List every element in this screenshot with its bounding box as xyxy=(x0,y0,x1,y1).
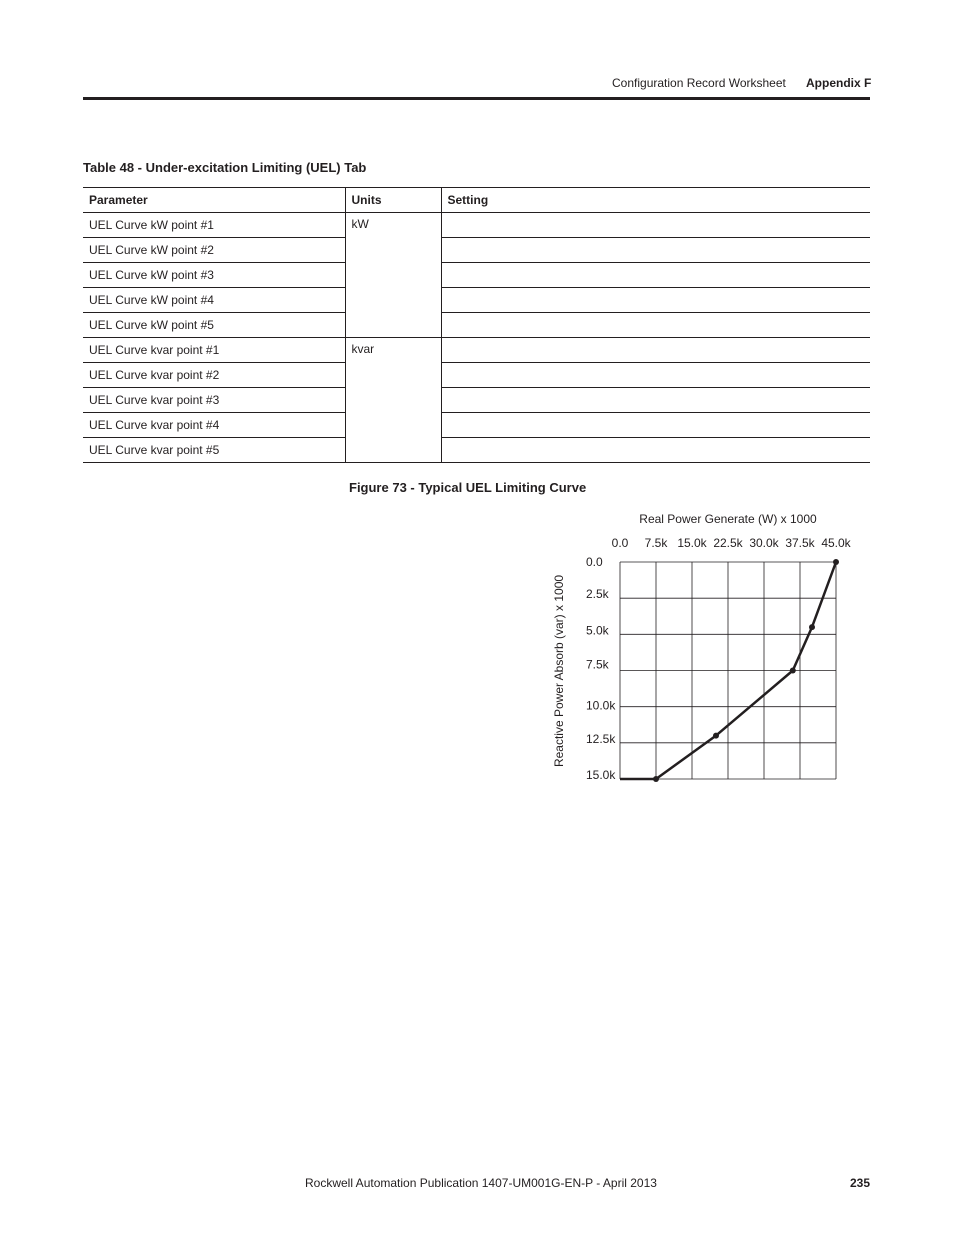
y-tick-label: 2.5k xyxy=(586,587,609,602)
setting-cell[interactable] xyxy=(441,413,870,438)
header-divider xyxy=(83,97,870,100)
parameter-cell: UEL Curve kW point #1 xyxy=(83,213,345,238)
setting-cell[interactable] xyxy=(441,313,870,338)
chart-grid xyxy=(620,562,836,779)
footer-publication: Rockwell Automation Publication 1407-UM001G-EN-P - April 2013 xyxy=(305,1176,657,1190)
x-tick-label: 37.5k xyxy=(785,536,815,550)
parameter-cell: UEL Curve kvar point #1 xyxy=(83,338,345,363)
setting-cell[interactable] xyxy=(441,438,870,463)
y-tick-label: 10.0k xyxy=(586,698,616,713)
setting-cell[interactable] xyxy=(441,213,870,238)
x-tick-label: 15.0k xyxy=(677,536,707,550)
x-axis-label: Real Power Generate (W) x 1000 xyxy=(639,512,817,526)
curve-point-marker xyxy=(809,624,815,630)
page-number: 235 xyxy=(850,1176,871,1190)
parameter-cell: UEL Curve kvar point #2 xyxy=(83,363,345,388)
x-tick-label: 7.5k xyxy=(644,536,668,550)
y-axis-label: Reactive Power Absorb (var) x 1000 xyxy=(552,574,566,768)
table-row xyxy=(83,288,870,313)
x-tick-label: 45.0k xyxy=(821,536,851,550)
y-tick-label: 12.5k xyxy=(586,731,616,746)
parameter-cell: UEL Curve kvar point #3 xyxy=(83,388,345,413)
table-row xyxy=(83,338,870,363)
y-tick-label: 7.5k xyxy=(586,657,609,672)
setting-cell[interactable] xyxy=(441,238,870,263)
figure-caption: Figure 73 - Typical UEL Limiting Curve xyxy=(349,480,587,495)
y-tick-label: 15.0k xyxy=(586,768,616,782)
table-row xyxy=(83,413,870,438)
parameter-cell: UEL Curve kvar point #5 xyxy=(83,438,345,463)
x-tick-label: 30.0k xyxy=(749,536,779,550)
parameter-cell: UEL Curve kW point #4 xyxy=(83,288,345,313)
setting-cell[interactable] xyxy=(441,263,870,288)
parameter-cell: UEL Curve kW point #3 xyxy=(83,263,345,288)
y-tick-label: 0.0 xyxy=(586,555,603,569)
chart-ticks xyxy=(586,536,852,782)
parameter-cell: UEL Curve kW point #5 xyxy=(83,313,345,338)
uel-parameter-table xyxy=(83,187,870,463)
curve-point-marker xyxy=(790,668,796,674)
table-caption: Table 48 - Under-excitation Limiting (UEL) Tab xyxy=(83,160,367,175)
running-header-appendix: Appendix F xyxy=(806,76,872,90)
curve-point-marker xyxy=(653,776,659,782)
units-cell: kvar xyxy=(345,338,441,463)
table-row xyxy=(83,363,870,388)
setting-cell[interactable] xyxy=(441,363,870,388)
setting-cell[interactable] xyxy=(441,288,870,313)
setting-cell[interactable] xyxy=(441,388,870,413)
running-header-title: Configuration Record Worksheet xyxy=(612,76,786,90)
table-row xyxy=(83,438,870,463)
setting-cell[interactable] xyxy=(441,338,870,363)
uel-limiting-curve-chart xyxy=(540,505,870,790)
table-header-row xyxy=(83,188,870,213)
column-header-units: Units xyxy=(345,188,441,213)
curve-point-marker xyxy=(713,733,719,739)
table-row xyxy=(83,213,870,238)
parameter-cell: UEL Curve kvar point #4 xyxy=(83,413,345,438)
table-row xyxy=(83,238,870,263)
parameter-cell: UEL Curve kW point #2 xyxy=(83,238,345,263)
table-row xyxy=(83,263,870,288)
table-row xyxy=(83,313,870,338)
column-header-setting: Setting xyxy=(441,188,870,213)
y-tick-label: 5.0k xyxy=(586,623,609,638)
x-tick-label: 22.5k xyxy=(713,536,743,550)
column-header-parameter: Parameter xyxy=(83,188,345,213)
curve-point-marker xyxy=(833,559,839,565)
table-row xyxy=(83,388,870,413)
units-cell: kW xyxy=(345,213,441,338)
x-tick-label: 0.0 xyxy=(611,536,629,550)
